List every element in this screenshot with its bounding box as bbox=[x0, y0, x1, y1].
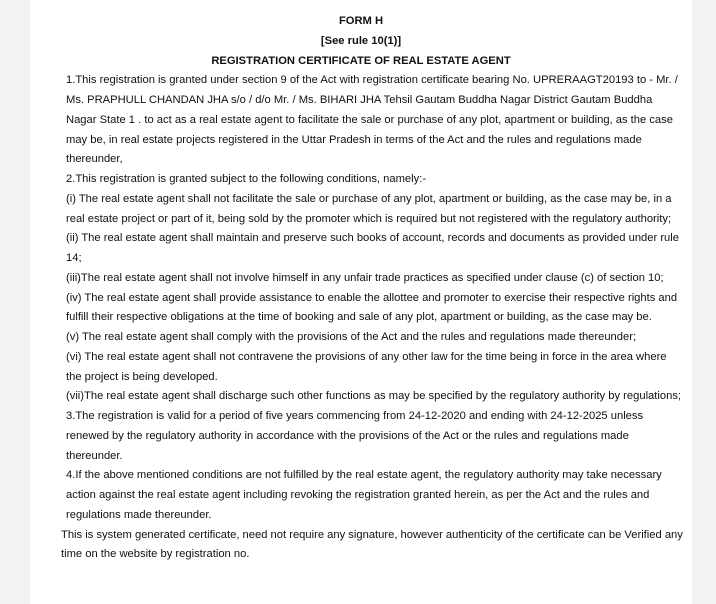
clause-line: the project is being developed. bbox=[66, 370, 218, 383]
clause-line: fulfill their respective obligations at the time of booking and sale of any plot, apartment or building, as the case may be. bbox=[66, 311, 652, 324]
clause-paragraph bbox=[30, 466, 692, 525]
clause-line: (ii) The real estate agent shall maintain and preserve such books of account, records and documents as provided under rule bbox=[66, 232, 679, 245]
clause-line: thereunder. bbox=[66, 449, 123, 462]
clause-line: regulations made thereunder. bbox=[66, 508, 212, 521]
clause-line: Ms. PRAPHULL CHANDAN JHA s/o / d/o Mr. / Ms. BIHARI JHA Tehsil Gautam Buddha Nagar District Gautam Buddha bbox=[66, 94, 653, 106]
clause-line: renewed by the regulatory authority in accordance with the provisions of the Act or the rules and regulations made bbox=[66, 429, 629, 442]
certificate-title: REGISTRATION CERTIFICATE OF REAL ESTATE AGENT bbox=[211, 54, 511, 67]
clause-paragraph bbox=[30, 71, 692, 170]
clause-line: (iii)The real estate agent shall not involve himself in any unfair trade practices as specified under clause (c) of section 10; bbox=[66, 271, 664, 284]
clause-line: action against the real estate agent including revoking the registration granted herein, as per the Act and the rules and bbox=[66, 489, 650, 501]
clause-line: 3.The registration is valid for a period of five years commencing from 24-12-2020 and ending with 24-12-2025 unless bbox=[66, 410, 644, 422]
clause-paragraph bbox=[30, 289, 692, 329]
certificate-page bbox=[30, 0, 692, 604]
clause-line: (vi) The real estate agent shall not contravene the provisions of any other law for the time being in force in the area where bbox=[66, 350, 667, 363]
clause-line: 1.This registration is granted under section 9 of the Act with registration certificate bearing No. UPRERAAGT20193 to - Mr. / bbox=[66, 74, 678, 87]
clause-paragraph bbox=[30, 387, 692, 407]
clause-line: 4.If the above mentioned conditions are not fulfilled by the real estate agent, the regulatory authority may take necessary bbox=[66, 469, 662, 482]
clause-line: (v) The real estate agent shall comply with the provisions of the Act and the rules and regulations made thereunder; bbox=[66, 331, 637, 343]
footer-line: time on the website by registration no. bbox=[61, 548, 250, 561]
clause-line: thereunder, bbox=[66, 153, 123, 166]
clause-paragraph bbox=[30, 328, 692, 348]
certificate-body bbox=[30, 71, 692, 525]
clause-line: Nagar State 1 . to act as a real estate agent to facilitate the sale or purchase of any plot, apartment or building, as the case bbox=[66, 113, 673, 126]
certificate-document bbox=[30, 12, 692, 565]
clause-line: (i) The real estate agent shall not facilitate the sale or purchase of any plot, apartment or building, as the case may be, in a bbox=[66, 192, 672, 205]
clause-line: may be, in real estate projects registered in the Uttar Pradesh in terms of the Act and the rules and regulations made bbox=[66, 133, 642, 146]
clause-paragraph bbox=[30, 170, 692, 190]
clause-line: (vii)The real estate agent shall discharge such other functions as may be specified by the regulatory authority by regulations; bbox=[66, 390, 682, 403]
clause-paragraph bbox=[30, 190, 692, 230]
clause-line: 14; bbox=[66, 252, 82, 264]
clause-paragraph bbox=[30, 407, 692, 466]
clause-line: 2.This registration is granted subject to the following conditions, namely:- bbox=[66, 173, 427, 185]
clause-paragraph bbox=[30, 229, 692, 269]
form-label: FORM H bbox=[338, 15, 384, 27]
certificate-footer-note bbox=[30, 526, 692, 566]
rule-reference: [See rule 10(1)] bbox=[320, 34, 402, 47]
clause-line: (iv) The real estate agent shall provide assistance to enable the allottee and promoter to exercise their respective rights and bbox=[66, 291, 678, 304]
clause-line: real estate project or part of it, being sold by the promoter which is required but not registered with the regulatory authority; bbox=[66, 212, 672, 225]
clause-paragraph bbox=[30, 348, 692, 388]
footer-line: This is system generated certificate, need not require any signature, however authenticity of the certificate can be Verified any bbox=[61, 528, 683, 541]
clause-paragraph bbox=[30, 269, 692, 289]
